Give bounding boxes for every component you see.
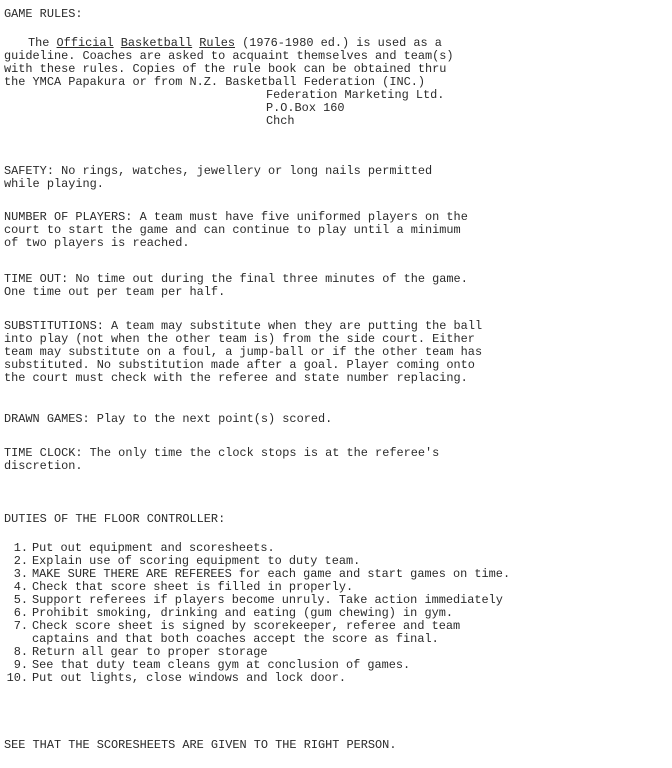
duty-item-text: MAKE SURE THERE ARE REFEREES for each game and start games on time. xyxy=(32,567,511,581)
game-rules-line-1: The Official Basketball Rules (1976-1980 ed.) is used as a xyxy=(28,36,442,50)
duty-item-number: 4. xyxy=(13,580,28,594)
duty-item-text: Prohibit smoking, drinking and eating (gum chewing) in gym. xyxy=(32,606,453,620)
drawn-games-section: DRAWN GAMES: Play to the next point(s) scored. xyxy=(4,412,333,426)
timeout-section: TIME OUT: No time out during the final three minutes of the game. One time out per team per half. xyxy=(4,272,468,299)
substitutions-section: SUBSTITUTIONS: A team may substitute when they are putting the ball into play (not when the other team is) from the side court. Either team may substitute on a foul, a jump-ball or if the other team has substituted. No substitution made after a goal. Player coming onto the court must check with the referee and state number replacing. xyxy=(4,319,483,385)
players-lead: NUMBER OF PLAYERS: xyxy=(4,210,133,224)
duty-item-number: 3. xyxy=(13,567,28,581)
time-clock-lead: TIME CLOCK: xyxy=(4,446,83,460)
duty-item-text: Return all gear to proper storage xyxy=(32,645,268,659)
duty-item-text: Check that score sheet is filled in properly. xyxy=(32,580,354,594)
address-line-3: Chch xyxy=(266,114,295,128)
duty-item-number: 7. xyxy=(13,619,28,633)
official-word: Official xyxy=(56,36,114,50)
safety-lead: SAFETY: xyxy=(4,164,54,178)
duty-item-number: 8. xyxy=(13,645,28,659)
timeout-lead: TIME OUT: xyxy=(4,272,69,286)
duty-item-number: 6. xyxy=(13,606,28,620)
duty-item xyxy=(4,672,510,685)
duty-item-text: Put out equipment and scoresheets. xyxy=(32,541,275,555)
duty-item-text: Put out lights, close windows and lock door. xyxy=(32,671,346,685)
duty-item-text: captains and that both coaches accept the score as final. xyxy=(32,632,439,646)
duties-list xyxy=(4,542,510,685)
game-rules-line-3: with these rules. Copies of the rule book can be obtained thru xyxy=(4,62,447,76)
duty-item-number: 5. xyxy=(13,593,28,607)
duty-item-number: 9. xyxy=(13,658,28,672)
game-rules-paragraph xyxy=(4,37,454,128)
address-line-1: Federation Marketing Ltd. xyxy=(266,88,445,102)
footer-note: SEE THAT THE SCORESHEETS ARE GIVEN TO THE RIGHT PERSON. xyxy=(4,738,397,752)
game-rules-heading: GAME RULES: xyxy=(4,7,83,21)
players-section: NUMBER OF PLAYERS: A team must have five uniformed players on the court to start the game and can continue to play until a minimum of two players is reached. xyxy=(4,210,468,250)
duty-item-number: 2. xyxy=(13,554,28,568)
substitutions-lead: SUBSTITUTIONS: xyxy=(4,319,104,333)
duties-heading: DUTIES OF THE FLOOR CONTROLLER: xyxy=(4,512,226,526)
duty-item-text: Support referees if players become unruly. Take action immediately xyxy=(32,593,503,607)
time-clock-section: TIME CLOCK: The only time the clock stops is at the referee's discretion. xyxy=(4,446,440,473)
game-rules-line-2: guideline. Coaches are asked to acquaint themselves and team(s) xyxy=(4,49,454,63)
basketball-word: Basketball xyxy=(120,36,193,50)
duty-item-text: Check score sheet is signed by scorekeeper, referee and team xyxy=(32,619,461,633)
game-rules-line-4: the YMCA Papakura or from N.Z. Basketball Federation (INC.) xyxy=(4,75,425,89)
duty-item-text: Explain use of scoring equipment to duty team. xyxy=(32,554,361,568)
duty-item-number: 1. xyxy=(13,541,28,555)
rules-word: Rules xyxy=(199,36,235,50)
safety-section: SAFETY: No rings, watches, jewellery or long nails permitted while playing. xyxy=(4,164,433,191)
duty-item-text: See that duty team cleans gym at conclusion of games. xyxy=(32,658,411,672)
duty-item-number: 10. xyxy=(6,671,28,685)
address-line-2: P.O.Box 160 xyxy=(266,101,345,115)
drawn-games-lead: DRAWN GAMES: xyxy=(4,412,90,426)
